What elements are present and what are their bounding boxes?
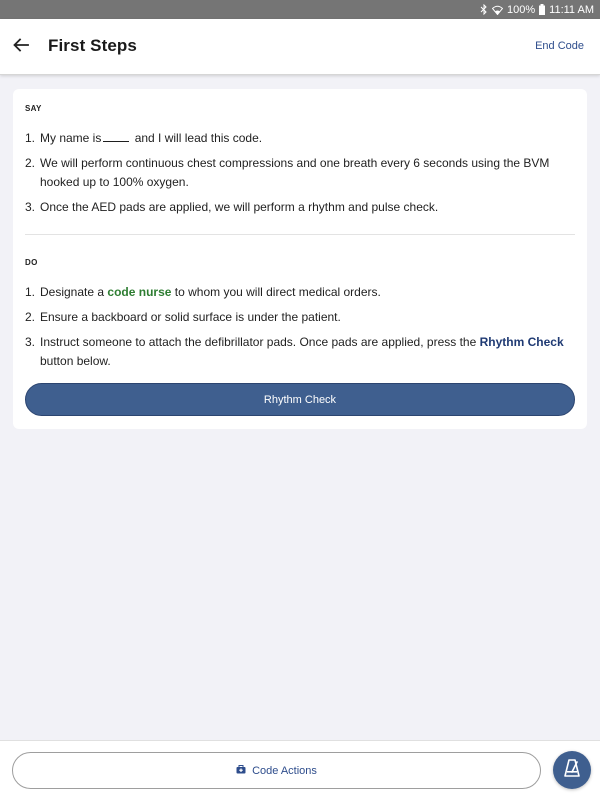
medical-kit-icon bbox=[236, 765, 246, 777]
list-item: 2. Ensure a backboard or solid surface is under the patient. bbox=[25, 310, 341, 324]
bluetooth-icon bbox=[480, 0, 488, 19]
page-title: First Steps bbox=[48, 36, 137, 55]
battery-icon bbox=[539, 0, 545, 19]
rhythm-check-highlight: Rhythm Check bbox=[479, 335, 564, 349]
battery-percent: 100% bbox=[507, 3, 536, 16]
arrow-left-icon bbox=[13, 38, 29, 57]
code-nurse-highlight: code nurse bbox=[107, 285, 172, 299]
end-code-button[interactable]: End Code bbox=[535, 40, 584, 52]
bottom-bar bbox=[0, 740, 600, 800]
app-bar bbox=[0, 19, 600, 75]
code-actions-label: Code Actions bbox=[252, 764, 317, 777]
list-item: 3. Once the AED pads are applied, we will perform a rhythm and pulse check. bbox=[25, 200, 439, 214]
code-actions-button[interactable] bbox=[12, 752, 541, 789]
list-item: 2. We will perform continuous chest compressions and one breath every 6 seconds using the BVM hooked up to 100% oxygen. bbox=[25, 156, 550, 189]
say-heading: SAY bbox=[25, 104, 42, 113]
back-button[interactable] bbox=[9, 35, 33, 59]
rhythm-check-button[interactable]: Rhythm Check bbox=[25, 383, 575, 416]
wifi-icon bbox=[492, 0, 503, 19]
metronome-button[interactable] bbox=[553, 751, 591, 789]
first-steps-card bbox=[13, 89, 587, 429]
list-item: 1. Designate a code nurse to whom you will direct medical orders. bbox=[25, 285, 381, 299]
section-divider bbox=[25, 234, 575, 235]
status-time: 11:11 AM bbox=[549, 3, 594, 16]
do-list bbox=[25, 283, 575, 377]
say-list bbox=[25, 129, 575, 223]
list-item: 3. Instruct someone to attach the defibrillator pads. Once pads are applied, press the Rhythm Check button below. bbox=[25, 335, 564, 368]
status-bar bbox=[0, 0, 600, 19]
list-item: 1. My name is and I will lead this code. bbox=[25, 131, 263, 145]
do-heading: DO bbox=[25, 258, 38, 267]
name-blank bbox=[103, 131, 129, 142]
metronome-icon bbox=[563, 758, 581, 783]
